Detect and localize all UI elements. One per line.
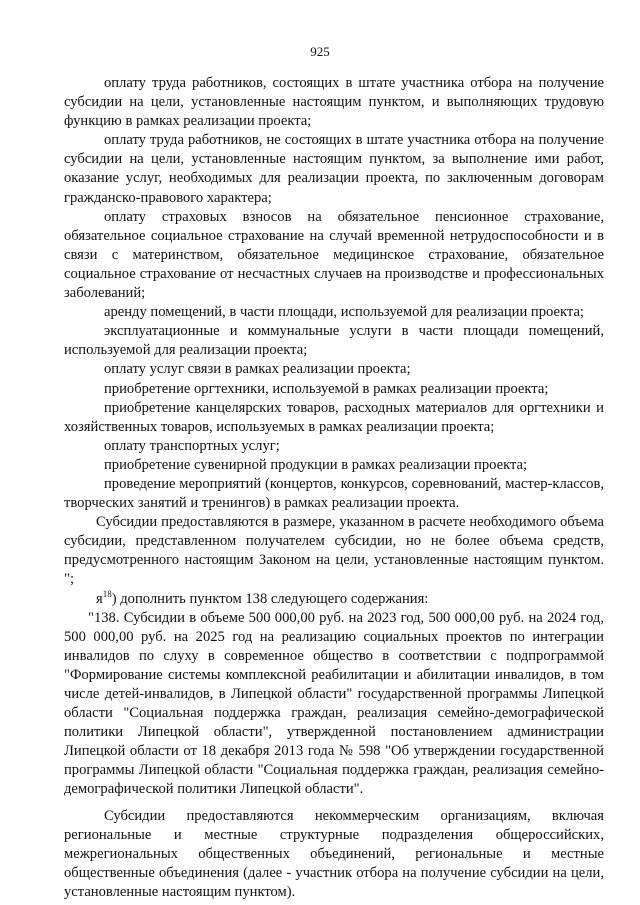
page-number: 925 [310, 44, 330, 59]
paragraph-expense-3: оплату страховых взносов на обязательное пенсионное страхование, обязательное социальное страхование на случай временной нетрудоспособности и в связи с материнством, обязательное медицинское страхование, обязательное социальное страхование от несчастных случаев на производстве и профессиональных заболеваний; [64, 208, 604, 302]
paragraph-recipients: Субсидии предоставляются некоммерческим организациям, включая региональные и местные структурные подразделения общероссийских, межрегиональных общественных объединений, региональные и местные общественные объединения (далее - участник отбора на получение субсидии на цели, установленные настоящим пунктом). [64, 807, 604, 900]
paragraph-expense-4: аренду помещений, в части площади, используемой для реализации проекта; [104, 304, 584, 321]
paragraph-expense-8: приобретение канцелярских товаров, расходных материалов для оргтехники и хозяйственных товаров, используемых в рамках реализации проекта; [64, 399, 604, 435]
paragraph-expense-2: оплату труда работников, не состоящих в штате участника отбора на получение субсидии на цели, установленные настоящим пунктом, за выполнение ими работ, оказание услуг, необходимых для реализации проекта, по заключенным договорам гражданско-правового характера; [64, 132, 604, 206]
paragraph-expense-5: эксплуатационные и коммунальные услуги в части площади помещений, используемой для реализации проекта; [64, 323, 604, 359]
item-text: ) дополнить пунктом 138 следующего содержания: [111, 590, 429, 607]
paragraph-expense-11: проведение мероприятий (концертов, конкурсов, соревнований, мастер-классов, творческих занятий и тренингов) в рамках реализации проекта. [64, 475, 604, 512]
paragraph-item-ya18 [64, 590, 604, 609]
document-body [64, 74, 604, 902]
paragraph-subsidy-amount: Субсидии предоставляются в размере, указанном в расчете необходимого объема субсидии, представленном получателем субсидии, но не более объема средств, предусмотренного настоящим Законом на цели, установленные настоящим пунктом. "; [64, 514, 604, 588]
paragraph-expense-7: приобретение оргтехники, используемой в рамках реализации проекта; [104, 380, 549, 397]
item-superscript: 18 [102, 588, 112, 599]
paragraph-expense-6: оплату услуг связи в рамках реализации проекта; [104, 361, 411, 378]
paragraph-expense-9: оплату транспортных услуг; [104, 437, 280, 454]
paragraph-point-138: "138. Субсидии в объеме 500 000,00 руб. на 2023 год, 500 000,00 руб. на 2024 год, 500 000,00 руб. на 2025 год на реализацию социальных проектов по интеграции инвалидов по слуху в современное общество в соответствии с подпрограммой "Формирование системы комплексной реабилитации и абилитации инвалидов, в том числе детей-инвалидов, в Липецкой области" государственной программы Липецкой области "Социальная поддержка граждан, реализация семейно-демографической политики Липецкой области", утвержденной постановлением администрации Липецкой области от 18 декабря 2013 года № 598 "Об утверждении государственной программы Липецкой области "Социальная поддержка граждан, реализация семейно-демографической политики Липецкой области". [64, 609, 604, 798]
item-letter: я [96, 590, 103, 607]
paragraph-expense-1: оплату труда работников, состоящих в штате участника отбора на получение субсидии на цели, установленные настоящим пунктом, и выполняющих трудовую функцию в рамках реализации проекта; [64, 75, 604, 130]
paragraph-expense-10: приобретение сувенирной продукции в рамках реализации проекта; [104, 456, 528, 473]
